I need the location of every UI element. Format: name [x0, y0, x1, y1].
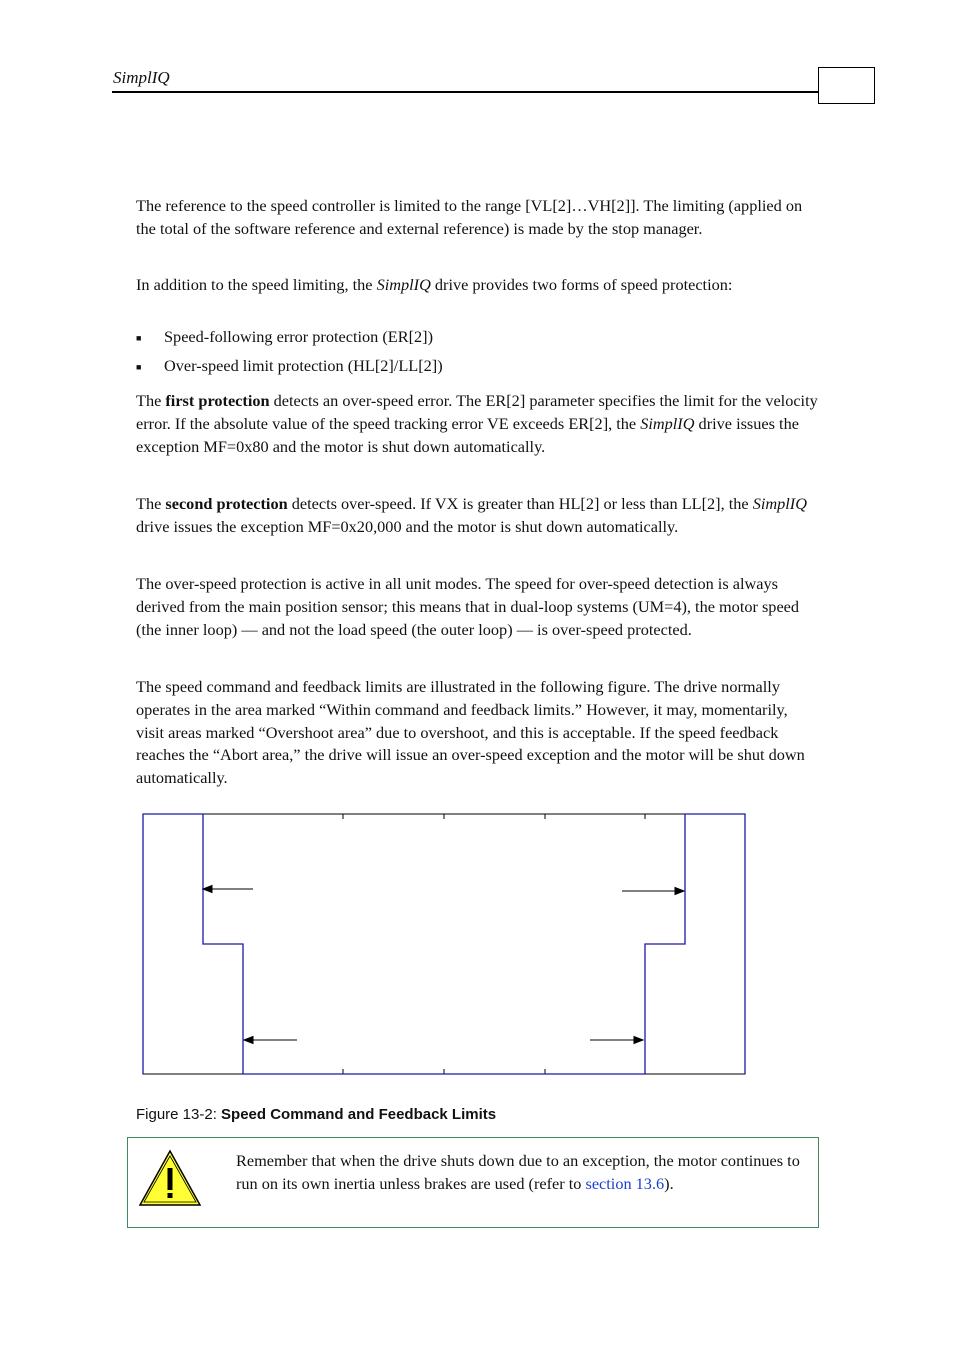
header-title: SimplIQ: [113, 68, 170, 87]
text-span: drive provides two forms of speed protection:: [430, 275, 733, 294]
paragraph-overspeed-active: [136, 573, 818, 641]
text-span: drive issues the exception MF=0x80 and the motor is shut down automatically.: [136, 413, 799, 456]
caption-prefix: Figure 13-2:: [136, 1106, 222, 1123]
text-span: Remember that when the drive shuts down due to an exception, the motor continues to run on its own inertia unless brakes are used (refer to: [236, 1151, 800, 1193]
text-span: detects over-speed. If VX is greater than HL[2] or less than LL[2], the: [287, 494, 753, 513]
caption-title: Speed Command and Feedback Limits: [221, 1106, 497, 1123]
bold-term: second protection: [165, 494, 288, 513]
page-number-box: [818, 67, 875, 104]
text-span: drive issues the exception MF=0x20,000 and the motor is shut down automatically.: [136, 516, 679, 536]
bullet-square-icon: ■: [136, 362, 142, 373]
paragraph-speed-protection-intro: [136, 274, 818, 297]
header-rule: [112, 91, 819, 93]
paragraph-text: The reference to the speed controller is limited to the range [VL[2]…VH[2]]. The limiting (applied on the total of the software reference and external reference) is made by the stop manager.: [136, 196, 803, 238]
text-span: detects an over-speed error. The ER[2] parameter specifies the limit for the velocity error. If the absolute value of the speed tracking error VE exceeds ER[2], the: [136, 391, 818, 433]
paragraph-text: The over-speed protection is active in all unit modes. The speed for over-speed detection is always derived from the main position sensor; this means that in dual-loop systems (UM=4), the motor speed (the inner loop) — and not the load speed (the outer loop) — is over-speed protected.: [136, 574, 800, 639]
brand-name: SimplIQ: [640, 413, 695, 433]
bullet-text: Over-speed limit protection (HL[2]/LL[2]): [164, 356, 443, 375]
arrow-left-icon: [244, 1037, 253, 1044]
note-text: [236, 1150, 808, 1195]
bullet-item: [136, 326, 433, 349]
paragraph-text: The speed command and feedback limits are illustrated in the following figure. The drive normally operates in the area marked “Within command and feedback limits.” However, it may, momentarily, visit areas marked “Overshoot area” due to overshoot, and this is acceptable. If the speed feedback reaches the “Abort area,” the drive will issue an over-speed exception and the motor will be shut down automatically.: [136, 677, 805, 788]
limit-boundary-line: [143, 814, 745, 1074]
warning-note: [127, 1137, 819, 1228]
speed-limits-diagram: [140, 810, 750, 1080]
bullet-text: Speed-following error protection (ER[2]): [164, 327, 434, 346]
text-span: ).: [664, 1173, 674, 1193]
brand-name: SimplIQ: [752, 494, 807, 513]
bullet-square-icon: ■: [136, 333, 142, 344]
warning-triangle-icon: [137, 1148, 203, 1208]
text-span: The: [136, 391, 166, 410]
bullet-item: [136, 355, 443, 378]
arrow-right-icon: [634, 1037, 643, 1044]
paragraph-first-protection: [136, 390, 818, 458]
diagram-ticks: [343, 814, 645, 1074]
paragraph-second-protection: [136, 493, 818, 539]
figure-caption: [136, 1106, 496, 1123]
paragraph-limits-figure-intro: [136, 676, 818, 790]
text-span: In addition to the speed limiting, the: [136, 275, 377, 294]
brand-name: SimplIQ: [376, 275, 431, 294]
bold-term: first protection: [165, 391, 270, 410]
section-link[interactable]: section 13.6: [585, 1173, 665, 1193]
text-span: The: [136, 494, 166, 513]
paragraph-speed-reference: [136, 195, 818, 241]
arrow-left-icon: [203, 886, 212, 893]
arrow-right-icon: [675, 888, 684, 895]
limit-arrows: [203, 886, 684, 1044]
